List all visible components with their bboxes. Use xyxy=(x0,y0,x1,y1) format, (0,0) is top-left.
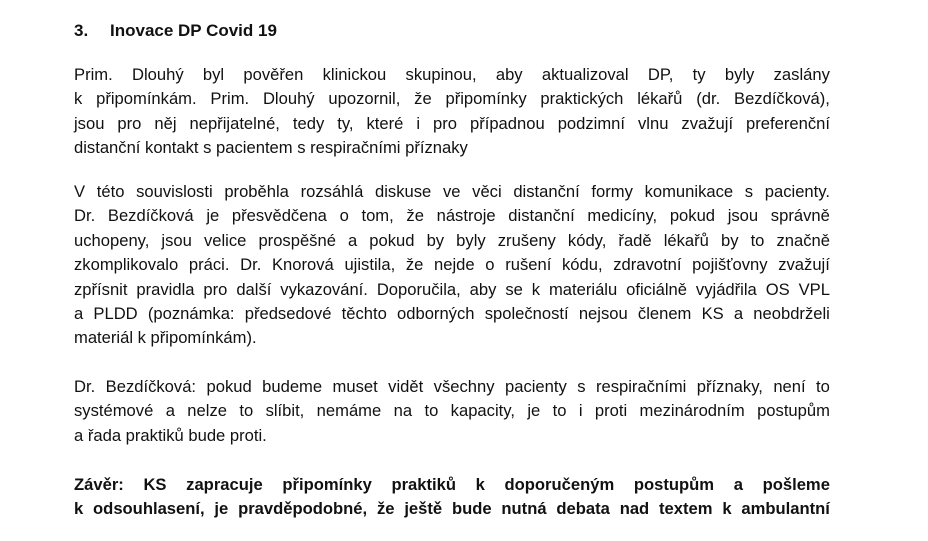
text-line: systémové a nelze to slíbit, nemáme na to kapacity, je to i proti mezinárodním postupům xyxy=(74,401,830,421)
text-line: zkomplikovalo práci. Dr. Knorová ujistila, že nejde o rušení kódu, zdravotní pojišťovny zvažují xyxy=(74,255,830,275)
text-line: Dr. Bezdíčková je přesvědčena o tom, že nástroje distanční medicíny, pokud jsou správně xyxy=(74,206,830,226)
text-line: a řada praktiků bude proti. xyxy=(74,425,267,445)
text-line: Prim. Dlouhý byl pověřen klinickou skupinou, aby aktualizoval DP, ty byly zaslány xyxy=(74,65,830,84)
paragraph-conclusion xyxy=(74,473,830,522)
paragraph-bezdickova xyxy=(74,375,830,448)
text-line: V této souvislosti proběhla rozsáhlá diskuse ve věci distanční formy komunikace s pacienty. xyxy=(74,182,830,201)
section-title: Inovace DP Covid 19 xyxy=(110,21,277,40)
paragraph-assignment xyxy=(74,63,830,161)
text-line: a PLDD (poznámka: předsedové těchto odborných společností nejsou členem KS a neobdrželi xyxy=(74,304,830,324)
text-line: k připomínkám. Prim. Dlouhý upozornil, že připomínky praktických lékařů (dr. Bezdíčková), xyxy=(74,89,830,109)
text-line: Závěr: KS zapracuje připomínky praktiků k doporučeným postupům a pošleme xyxy=(74,475,830,494)
text-line: Dr. Bezdíčková: pokud budeme muset vidět všechny pacienty s respiračními příznaky, není to xyxy=(74,377,830,396)
text-line: distanční kontakt s pacientem s respiračními příznaky xyxy=(74,138,468,158)
text-line: materiál k připomínkám). xyxy=(74,328,257,348)
paragraph-discussion xyxy=(74,180,830,351)
section-heading xyxy=(74,19,277,43)
text-line: jsou pro něj nepřijatelné, tedy ty, které i pro případnou podzimní vlnu zvažují preferenční xyxy=(74,113,830,133)
text-line: zpřísnit pravidla pro další vykazování. Doporučila, aby se k materiálu oficiálně vyjádřila OS VPL xyxy=(74,279,830,299)
text-line: uchopeny, jsou velice prospěšné a pokud by byly zrušeny kódy, řadě lékařů by to značně xyxy=(74,230,830,250)
section-number: 3. xyxy=(74,21,89,40)
text-line: k odsouhlasení, je pravděpodobné, že ještě bude nutná debata nad textem k ambulantní xyxy=(74,499,830,519)
